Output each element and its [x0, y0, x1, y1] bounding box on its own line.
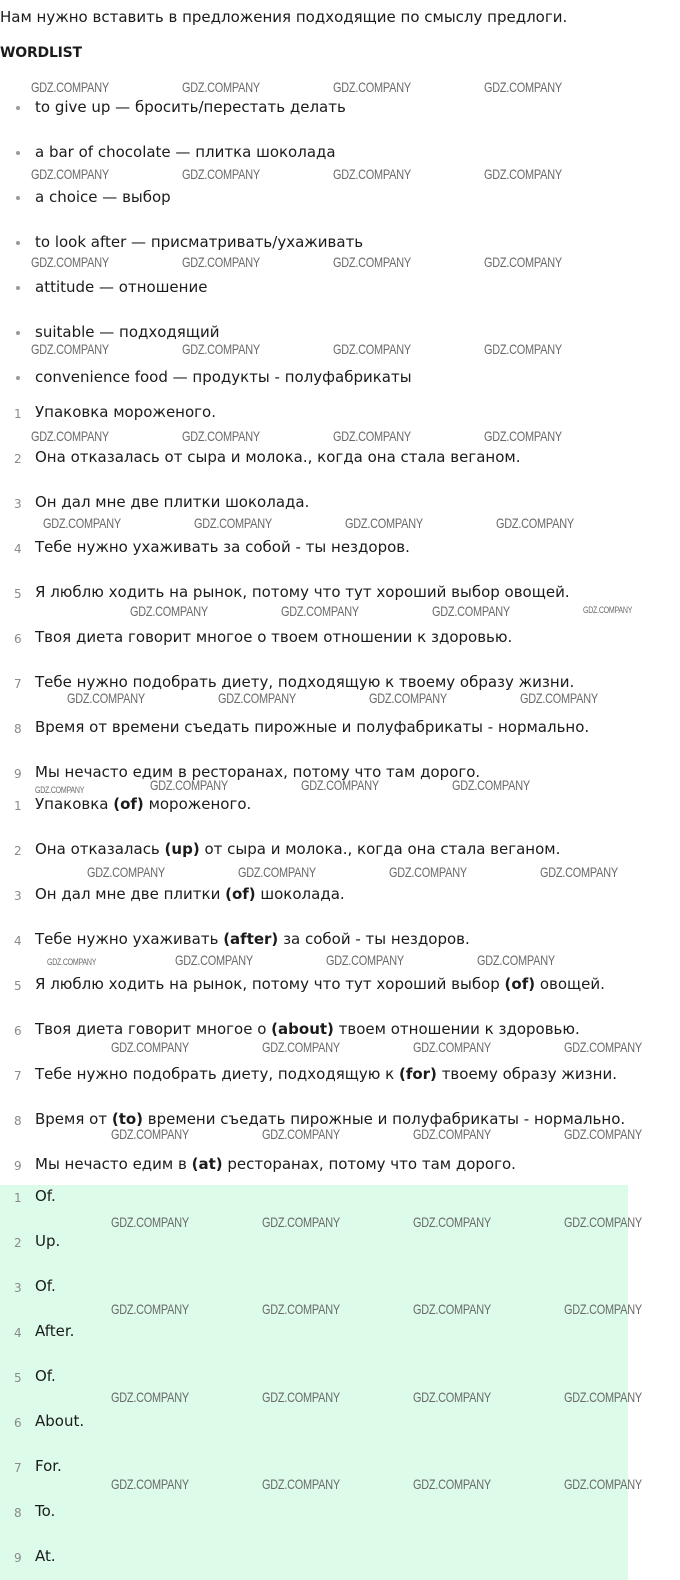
watermark-text: GDZ.COMPANY	[111, 1126, 189, 1142]
bullet-icon	[16, 331, 20, 335]
preposition: (of)	[113, 795, 144, 813]
item-number: 7	[14, 1461, 22, 1475]
sentence-part: Время от	[35, 1110, 112, 1128]
filled-sentence-text	[35, 1155, 516, 1173]
watermark-text: GDZ.COMPANY	[31, 79, 109, 95]
watermark-text: GDZ.COMPANY	[484, 341, 562, 357]
watermark-text: GDZ.COMPANY	[301, 777, 379, 793]
wordlist-item-text: a bar of chocolate — плитка шоколада	[35, 143, 336, 161]
watermark-text: GDZ.COMPANY	[540, 864, 618, 880]
sentence-part: Мы нечасто едим в	[35, 1155, 192, 1173]
watermark-text: GDZ.COMPANY	[281, 603, 359, 619]
bullet-icon	[16, 376, 20, 380]
watermark-text: GDZ.COMPANY	[477, 952, 555, 968]
item-number: 9	[14, 767, 22, 781]
sentence-text: Твоя диета говорит многое о твоем отношении к здоровью.	[35, 628, 513, 646]
wordlist-item-text: a choice — выбор	[35, 188, 171, 206]
bullet-icon	[16, 106, 20, 110]
watermark-text: GDZ.COMPANY	[413, 1476, 491, 1492]
watermark-text: GDZ.COMPANY	[111, 1214, 189, 1230]
watermark-text: GDZ.COMPANY	[333, 254, 411, 270]
preposition: (about)	[271, 1020, 334, 1038]
watermark-text: GDZ.COMPANY	[564, 1476, 642, 1492]
watermark-text: GDZ.COMPANY	[175, 952, 253, 968]
item-number: 3	[14, 1281, 22, 1295]
watermark-text: GDZ.COMPANY	[484, 254, 562, 270]
watermark-text: GDZ.COMPANY	[182, 341, 260, 357]
item-number: 2	[14, 1236, 22, 1250]
watermark-text: GDZ.COMPANY	[47, 957, 97, 967]
watermark-text: GDZ.COMPANY	[413, 1301, 491, 1317]
item-number: 5	[14, 1371, 22, 1385]
sentence-part: времени съедать пирожные и полуфабрикаты - нормально.	[143, 1110, 626, 1128]
sentence-text: Она отказалась от сыра и молока., когда она стала веганом.	[35, 448, 521, 466]
task-instruction: Нам нужно вставить в предложения подходящие по смыслу предлоги.	[0, 8, 568, 26]
preposition: (up)	[164, 840, 200, 858]
watermark-text: GDZ.COMPANY	[43, 515, 121, 531]
item-number: 4	[14, 542, 22, 556]
watermark-text: GDZ.COMPANY	[218, 690, 296, 706]
sentence-part: Твоя диета говорит многое о	[35, 1020, 272, 1038]
watermark-text: GDZ.COMPANY	[564, 1301, 642, 1317]
bullet-icon	[16, 151, 20, 155]
watermark-text: GDZ.COMPANY	[333, 341, 411, 357]
watermark-text: GDZ.COMPANY	[452, 777, 530, 793]
item-number: 5	[14, 587, 22, 601]
sentence-text: Мы нечасто едим в ресторанах, потому что там дорого.	[35, 763, 481, 781]
watermark-text: GDZ.COMPANY	[31, 254, 109, 270]
answer-text: Of.	[35, 1367, 56, 1385]
watermark-text: GDZ.COMPANY	[182, 254, 260, 270]
watermark-text: GDZ.COMPANY	[262, 1476, 340, 1492]
watermark-text: GDZ.COMPANY	[413, 1126, 491, 1142]
watermark-text: GDZ.COMPANY	[413, 1039, 491, 1055]
wordlist-item-text: attitude — отношение	[35, 278, 208, 296]
filled-sentence-text	[35, 1020, 580, 1038]
answer-text: About.	[35, 1412, 85, 1430]
sentence-part: Тебе нужно подобрать диету, подходящую к	[35, 1065, 399, 1083]
bullet-icon	[16, 241, 20, 245]
watermark-text: GDZ.COMPANY	[31, 341, 109, 357]
item-number: 9	[14, 1159, 22, 1173]
preposition: (for)	[398, 1065, 437, 1083]
watermark-text: GDZ.COMPANY	[111, 1301, 189, 1317]
sentence-part: Упаковка	[35, 795, 114, 813]
wordlist-item-text: to look after — присматривать/ухаживать	[35, 233, 364, 251]
item-number: 1	[14, 799, 22, 813]
bullet-icon	[16, 286, 20, 290]
item-number: 3	[14, 497, 22, 511]
sentence-text: Время от времени съедать пирожные и полуфабрикаты - нормально.	[35, 718, 590, 736]
wordlist-item-text: suitable — подходящий	[35, 323, 220, 341]
watermark-text: GDZ.COMPANY	[182, 79, 260, 95]
watermark-text: GDZ.COMPANY	[484, 166, 562, 182]
item-number: 2	[14, 452, 22, 466]
answers-panel	[0, 1185, 628, 1580]
preposition: (at)	[191, 1155, 223, 1173]
wordlist-item-text: convenience food — продукты - полуфабрикаты	[35, 368, 412, 386]
sentence-text: Упаковка мороженого.	[35, 403, 216, 421]
watermark-text: GDZ.COMPANY	[31, 428, 109, 444]
sentence-part: ресторанах, потому что там дорого.	[222, 1155, 516, 1173]
watermark-text: GDZ.COMPANY	[432, 603, 510, 619]
watermark-text: GDZ.COMPANY	[333, 428, 411, 444]
watermark-text: GDZ.COMPANY	[345, 515, 423, 531]
item-number: 7	[14, 677, 22, 691]
answer-text: After.	[35, 1322, 75, 1340]
item-number: 4	[14, 1326, 22, 1340]
preposition: (after)	[223, 930, 279, 948]
watermark-text: GDZ.COMPANY	[238, 864, 316, 880]
answer-text: To.	[35, 1502, 56, 1520]
watermark-text: GDZ.COMPANY	[130, 603, 208, 619]
watermark-text: GDZ.COMPANY	[333, 166, 411, 182]
watermark-text: GDZ.COMPANY	[150, 777, 228, 793]
item-number: 9	[14, 1551, 22, 1565]
sentence-part: за собой - ты нездоров.	[278, 930, 470, 948]
sentence-part: Тебе нужно ухаживать	[35, 930, 224, 948]
item-number: 7	[14, 1069, 22, 1083]
item-number: 2	[14, 844, 22, 858]
watermark-text: GDZ.COMPANY	[111, 1476, 189, 1492]
item-number: 6	[14, 1416, 22, 1430]
filled-sentence-text	[35, 975, 605, 993]
watermark-text: GDZ.COMPANY	[111, 1039, 189, 1055]
sentence-part: шоколада.	[255, 885, 345, 903]
watermark-text: GDZ.COMPANY	[520, 690, 598, 706]
watermark-text: GDZ.COMPANY	[262, 1126, 340, 1142]
watermark-text: GDZ.COMPANY	[67, 690, 145, 706]
bullet-icon	[16, 196, 20, 200]
filled-sentence-text	[35, 840, 560, 858]
preposition: (of)	[225, 885, 256, 903]
filled-sentence-text	[35, 795, 251, 813]
watermark-text: GDZ.COMPANY	[194, 515, 272, 531]
item-number: 1	[14, 1191, 22, 1205]
watermark-text: GDZ.COMPANY	[564, 1214, 642, 1230]
sentence-part: твоем отношении к здоровью.	[333, 1020, 580, 1038]
watermark-text: GDZ.COMPANY	[564, 1389, 642, 1405]
watermark-text: GDZ.COMPANY	[262, 1039, 340, 1055]
watermark-text: GDZ.COMPANY	[182, 428, 260, 444]
sentence-part: от сыра и молока., когда она стала веганом.	[199, 840, 561, 858]
watermark-text: GDZ.COMPANY	[87, 864, 165, 880]
watermark-text: GDZ.COMPANY	[35, 785, 85, 795]
watermark-text: GDZ.COMPANY	[484, 79, 562, 95]
watermark-text: GDZ.COMPANY	[583, 605, 633, 615]
item-number: 5	[14, 979, 22, 993]
watermark-text: GDZ.COMPANY	[262, 1214, 340, 1230]
watermark-text: GDZ.COMPANY	[182, 166, 260, 182]
wordlist-heading: WORDLIST	[0, 45, 82, 61]
item-number: 6	[14, 632, 22, 646]
item-number: 6	[14, 1024, 22, 1038]
sentence-text: Тебе нужно подобрать диету, подходящую к твоему образу жизни.	[35, 673, 575, 691]
answer-text: At.	[35, 1547, 56, 1565]
answer-text: Up.	[35, 1232, 61, 1250]
watermark-text: GDZ.COMPANY	[413, 1389, 491, 1405]
item-number: 3	[14, 889, 22, 903]
watermark-text: GDZ.COMPANY	[369, 690, 447, 706]
answer-text: Of.	[35, 1187, 56, 1205]
item-number: 4	[14, 934, 22, 948]
watermark-text: GDZ.COMPANY	[484, 428, 562, 444]
item-number: 1	[14, 407, 22, 421]
preposition: (of)	[504, 975, 536, 993]
filled-sentence-text	[35, 1065, 617, 1083]
watermark-text: GDZ.COMPANY	[31, 166, 109, 182]
sentence-part: мороженого.	[143, 795, 252, 813]
answer-text: Of.	[35, 1277, 56, 1295]
sentence-part: твоему образу жизни.	[436, 1065, 617, 1083]
watermark-text: GDZ.COMPANY	[564, 1126, 642, 1142]
watermark-text: GDZ.COMPANY	[413, 1214, 491, 1230]
watermark-text: GDZ.COMPANY	[326, 952, 404, 968]
filled-sentence-text	[35, 885, 345, 903]
sentence-part: Он дал мне две плитки	[35, 885, 226, 903]
sentence-text: Он дал мне две плитки шоколада.	[35, 493, 310, 511]
preposition: (to)	[111, 1110, 144, 1128]
watermark-text: GDZ.COMPANY	[333, 79, 411, 95]
sentence-part: Она отказалась	[35, 840, 165, 858]
sentence-text: Я люблю ходить на рынок, потому что тут хороший выбор овощей.	[35, 583, 570, 601]
answer-text: For.	[35, 1457, 62, 1475]
sentence-part: овощей.	[535, 975, 605, 993]
sentence-text: Тебе нужно ухаживать за собой - ты нездоров.	[35, 538, 410, 556]
sentence-part: Я люблю ходить на рынок, потому что тут хороший выбор	[35, 975, 505, 993]
watermark-text: GDZ.COMPANY	[111, 1389, 189, 1405]
watermark-text: GDZ.COMPANY	[389, 864, 467, 880]
wordlist-item-text: to give up — бросить/перестать делать	[35, 98, 346, 116]
watermark-text: GDZ.COMPANY	[564, 1039, 642, 1055]
watermark-text: GDZ.COMPANY	[262, 1389, 340, 1405]
filled-sentence-text	[35, 930, 470, 948]
item-number: 8	[14, 1114, 22, 1128]
item-number: 8	[14, 722, 22, 736]
watermark-text: GDZ.COMPANY	[262, 1301, 340, 1317]
watermark-text: GDZ.COMPANY	[496, 515, 574, 531]
item-number: 8	[14, 1506, 22, 1520]
